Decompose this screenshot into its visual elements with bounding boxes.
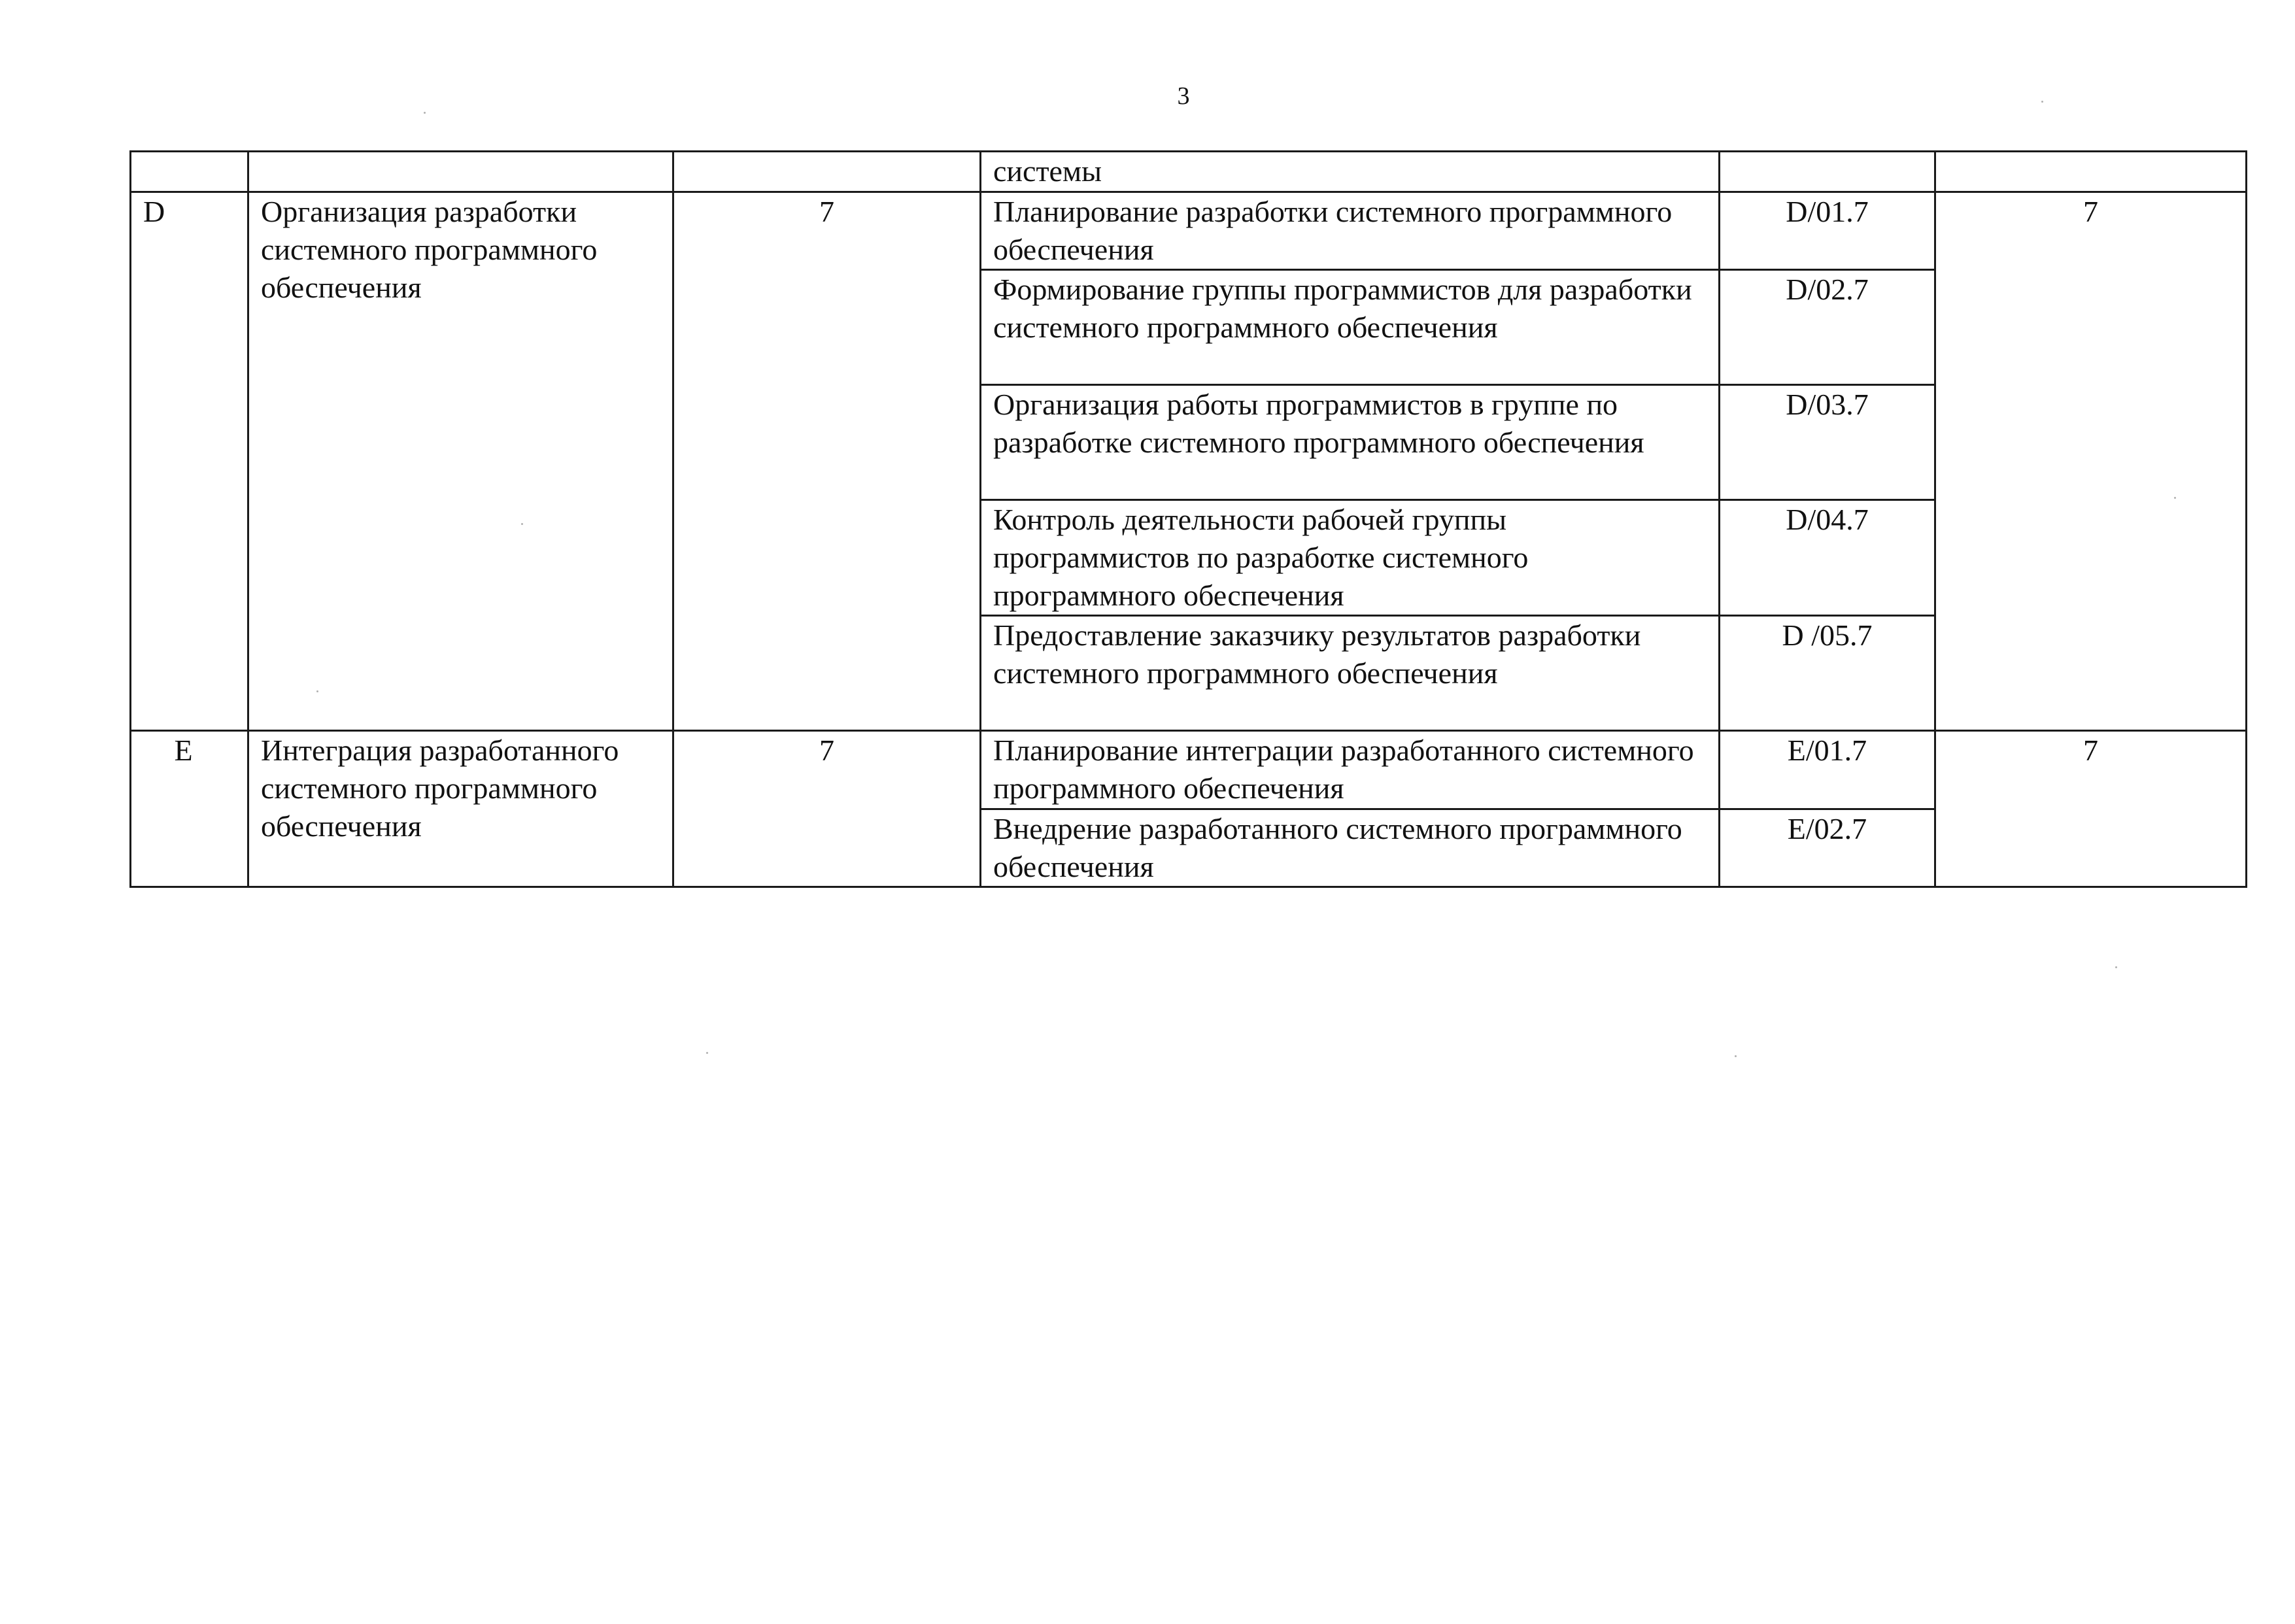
table-cell (673, 152, 981, 192)
group-code: D (143, 195, 165, 228)
table-row-continuation (131, 152, 2247, 192)
group-code-cell (131, 731, 248, 887)
function-name-cell (981, 731, 1720, 809)
table-cell (248, 152, 673, 192)
function-name-cell (981, 152, 1720, 192)
table-row-group-d (131, 192, 2247, 270)
sub-level-cell (1935, 192, 2247, 731)
scan-speck (521, 523, 523, 525)
functions-table (129, 150, 2247, 888)
function-name-cell (981, 616, 1720, 731)
scan-speck (2115, 966, 2117, 968)
function-code: D/04.7 (1786, 503, 1869, 536)
function-name: Предоставление заказчику результатов разработки системного программного обеспечения (993, 618, 1641, 690)
function-code: D/02.7 (1786, 273, 1869, 306)
group-level: 7 (819, 734, 834, 767)
function-code: D /05.7 (1782, 618, 1873, 652)
function-code-cell (1720, 192, 1935, 270)
function-name-cell (981, 809, 1720, 887)
function-name: Внедрение разработанного системного программного обеспечения (993, 812, 1682, 883)
function-code-cell (1720, 270, 1935, 385)
group-name: Интеграция разработанного системного программного обеспечения (261, 734, 619, 843)
sub-level: 7 (2083, 734, 2098, 767)
scan-speck (706, 1052, 708, 1054)
table-cell (1935, 152, 2247, 192)
table-cell (1720, 152, 1935, 192)
page-number: 3 (1177, 82, 1190, 110)
sub-level-cell (1935, 731, 2247, 887)
function-code: D/01.7 (1786, 195, 1869, 228)
function-code: D/03.7 (1786, 388, 1869, 421)
group-level: 7 (819, 195, 834, 228)
group-code-cell (131, 192, 248, 731)
group-name-cell (248, 731, 673, 887)
function-code-cell (1720, 385, 1935, 500)
function-name-cell (981, 385, 1720, 500)
table-row-group-e (131, 731, 2247, 809)
function-name-cell (981, 192, 1720, 270)
group-level-cell (673, 192, 981, 731)
function-name: Организация работы программистов в группе по разработке системного программного обеспечения (993, 388, 1644, 459)
function-name: системы (993, 154, 1102, 188)
group-level-cell (673, 731, 981, 887)
function-name-cell (981, 500, 1720, 616)
scan-speck (424, 112, 426, 114)
scan-speck (2174, 497, 2176, 499)
scan-speck (2041, 101, 2043, 103)
table-cell (131, 152, 248, 192)
group-code: E (174, 734, 193, 767)
function-name-cell (981, 270, 1720, 385)
function-name: Планирование разработки системного программного обеспечения (993, 195, 1673, 266)
group-name: Организация разработки системного программного обеспечения (261, 195, 598, 304)
scan-speck (316, 690, 318, 692)
sub-level: 7 (2083, 195, 2098, 228)
function-name: Планирование интеграции разработанного системного программного обеспечения (993, 734, 1694, 805)
function-code-cell (1720, 731, 1935, 809)
function-name: Контроль деятельности рабочей группы программистов по разработке системного программного обеспечения (993, 503, 1529, 612)
function-code-cell (1720, 500, 1935, 616)
group-name-cell (248, 192, 673, 731)
function-code-cell (1720, 616, 1935, 731)
function-code: E/01.7 (1787, 734, 1867, 767)
scan-speck (1735, 1055, 1737, 1057)
function-name: Формирование группы программистов для разработки системного программного обеспечения (993, 273, 1692, 344)
function-code: E/02.7 (1787, 812, 1867, 845)
function-code-cell (1720, 809, 1935, 887)
